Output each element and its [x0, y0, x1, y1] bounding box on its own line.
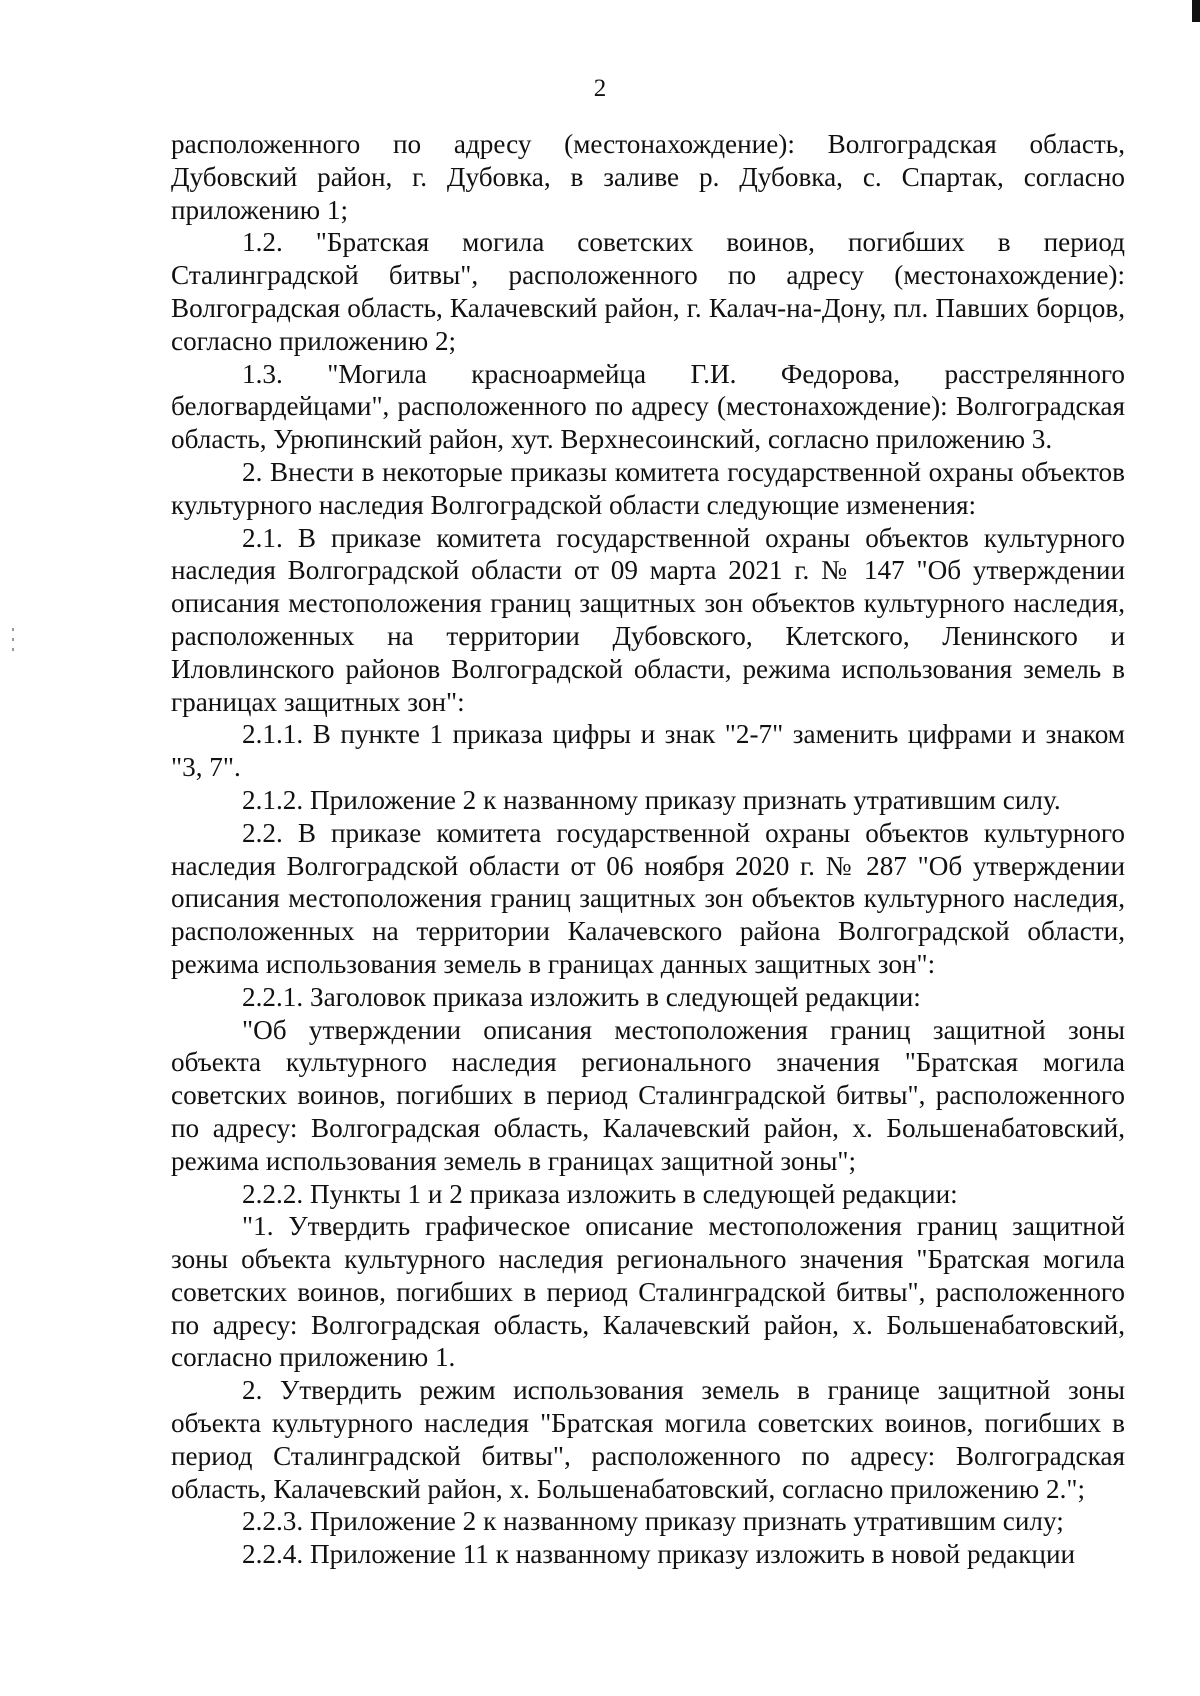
- paragraph: 1.3. "Могила красноармейца Г.И. Федорова, расстрелянного белогвардейцами", расположенного по адресу (местонахождение): Волгоградская область, Урюпинский район, хут. Верхнесоинский, согласно приложению 3.: [171, 358, 1125, 455]
- margin-tick: [12, 648, 14, 651]
- paragraph: расположенного по адресу (местонахождение): Волгоградская область, Дубовский район, г. Дубовка, в заливе р. Дубовка, с. Спартак, согласно приложению 1;: [171, 129, 1125, 225]
- margin-tick: [12, 638, 14, 641]
- paragraph: 2.1.2. Приложение 2 к названному приказу признать утратившим силу.: [242, 784, 1061, 815]
- paragraph: 2.2.2. Пункты 1 и 2 приказа изложить в следующей редакции:: [242, 1178, 958, 1209]
- paragraph: 2.2.4. Приложение 11 к названному приказу изложить в новой редакции: [242, 1539, 1076, 1570]
- paragraph: 2.2.3. Приложение 2 к названному приказу признать утратившим силу;: [242, 1506, 1064, 1537]
- paragraph: 1.2. "Братская могила советских воинов, погибших в период Сталинградской битвы", расположенного по адресу (местонахождение): Волгоградская область, Калачевский район, г. Калач-на-Дону, пл. Павших борцов, согласно приложению 2;: [171, 227, 1125, 356]
- corner-mark: [1192, 0, 1200, 22]
- paragraph: "1. Утвердить графическое описание местоположения границ защитной зоны объекта культурного наследия регионального значения "Братская могила советских воинов, погибших в период Сталинградской битвы", расположенного по адресу: Волгоградская область, Калачевский район, х. Большенабатовский, согласно приложению 1.: [171, 1211, 1125, 1373]
- paragraph: 2. Внести в некоторые приказы комитета государственной охраны объектов культурного наследия Волгоградской области следующие изменения:: [171, 456, 1125, 520]
- paragraph: 2.1. В приказе комитета государственной охраны объектов культурного наследия Волгоградской области от 09 марта 2021 г. № 147 "Об утверждении описания местоположения границ защитных зон объектов культурного наследия, расположенных на территории Дубовского, Клетского, Ленинского и Иловлинского районов Волгоградской области, режима использования земель в границах защитных зон":: [171, 522, 1125, 717]
- paragraph: 2. Утвердить режим использования земель в границе защитной зоны объекта культурного наследия "Братская могила советских воинов, погибших в период Сталинградской битвы", расположенного по адресу: Волгоградская область, Калачевский район, х. Большенабатовский, согласно приложению 2.";: [171, 1375, 1125, 1504]
- document-body: [171, 128, 1125, 1571]
- paragraph: 2.2.1. Заголовок приказа изложить в следующей редакции:: [242, 981, 921, 1012]
- paragraph: 2.2. В приказе комитета государственной охраны объектов культурного наследия Волгоградской области от 06 ноября 2020 г. № 287 "Об утверждении описания местоположения границ защитных зон объектов культурного наследия, расположенных на территории Калачевского района Волгоградской области, режима использования земель в границах данных защитных зон":: [171, 817, 1125, 979]
- page-number: 2: [593, 75, 607, 102]
- margin-tick: [12, 628, 14, 631]
- paragraph: 2.1.1. В пункте 1 приказа цифры и знак "2-7" заменить цифрами и знаком "3, 7".: [171, 719, 1125, 783]
- paragraph: "Об утверждении описания местоположения границ защитной зоны объекта культурного наследия регионального значения "Братская могила советских воинов, погибших в период Сталинградской битвы", расположенного по адресу: Волгоградская область, Калачевский район, х. Большенабатовский, режима использования земель в границах защитной зоны";: [171, 1014, 1125, 1176]
